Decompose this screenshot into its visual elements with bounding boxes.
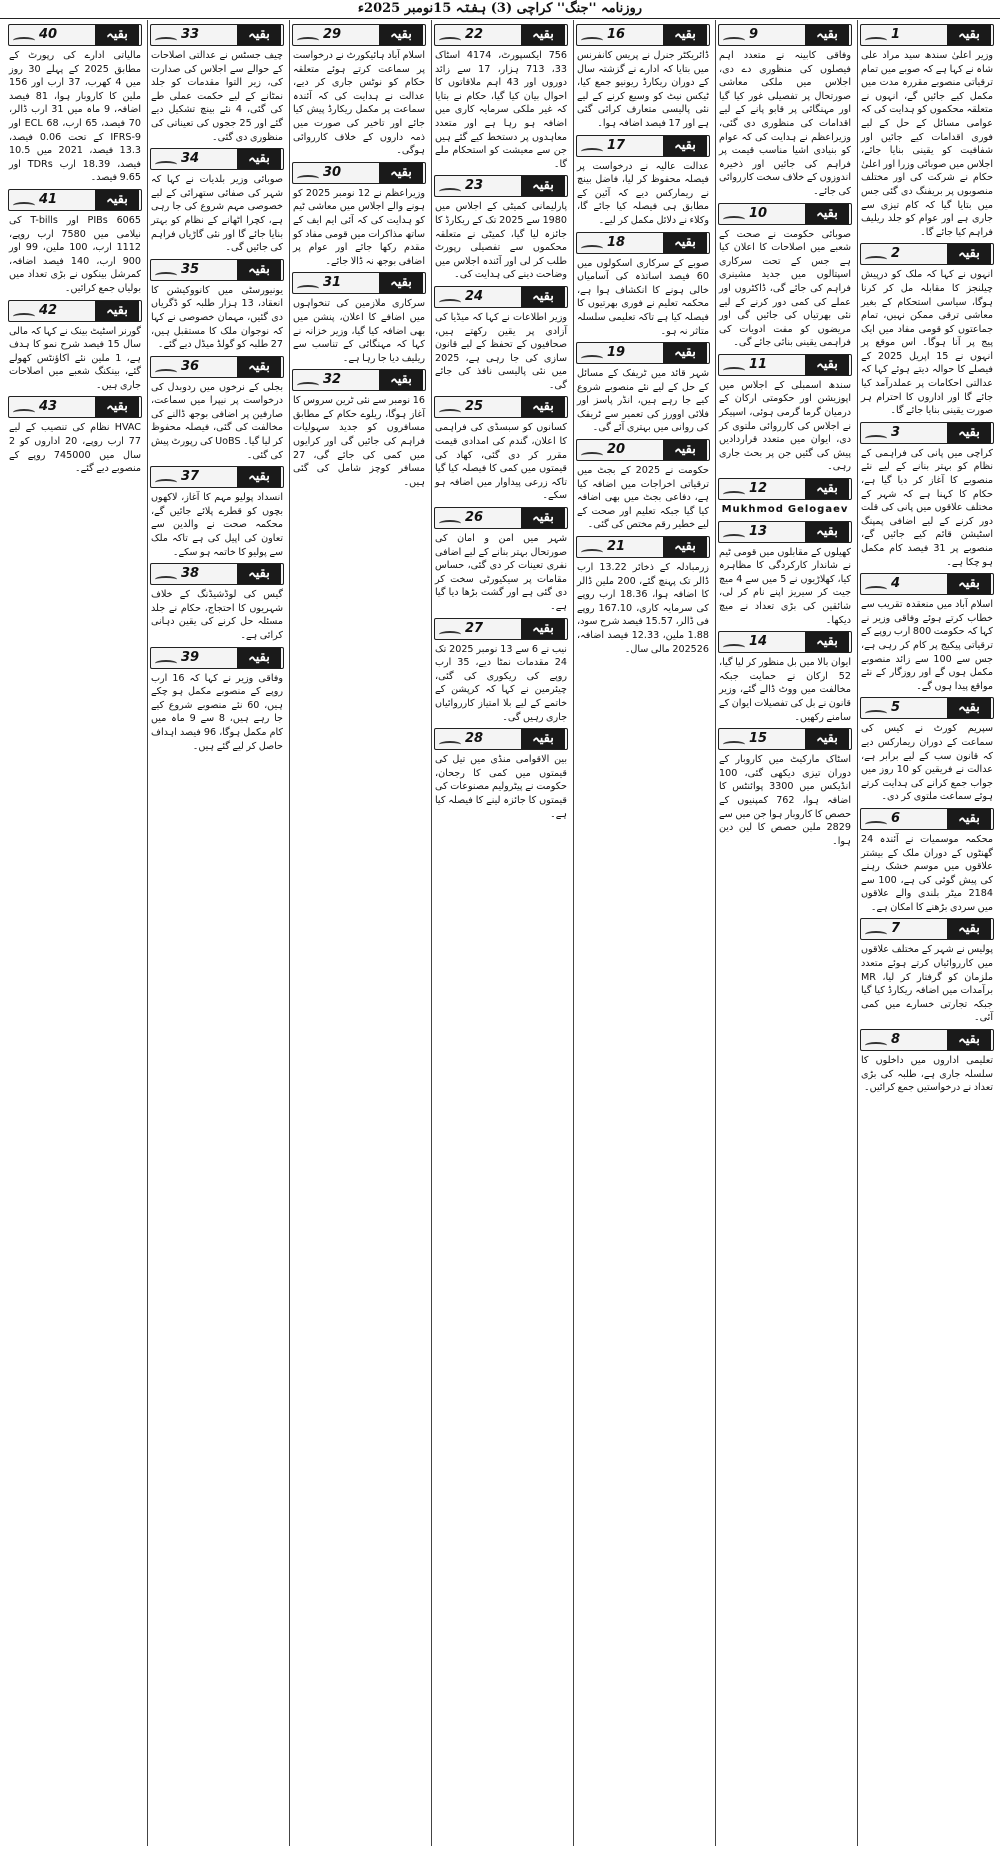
continuation-label: بقیہ — [237, 25, 281, 45]
news-story-text: 756 ایکسپورٹ، 4174 اسٹاک 33، 713 ہزار، 17 سے زائد دوروں اور 43 اہم ملاقاتوں کا احوال بیان کیا گیا، حکام نے بتایا کہ غیر ملکی سرمایہ کاری میں اضافہ ہو رہا ہے اور متعدد معاہدوں پر دستخط کیے گئے ہیں جن سے معیشت کو استحکام ملے گا۔ — [435, 50, 568, 170]
news-story-text: انہوں نے کہا کہ ملک کو درپیش چیلنجز کا مقابلہ مل کر کرنا ہوگا، سیاسی استحکام کے بغیر معاشی ترقی ممکن نہیں، تمام جماعتوں کو قومی مفاد میں ایک پیج پر آنا ہوگا۔ اس موقع پر انہوں نے 15 اپریل 2025 کے فیصلے کا حوالہ دیتے ہوئے کہا کہ عدالتی احکامات پر عملدرآمد کیا جائے گا اور اداروں کا احترام ہر صورت یقینی بنایا جائے گا۔ — [861, 269, 993, 417]
news-story-text: حکومت نے 2025 کے بجٹ میں ترقیاتی اخراجات میں اضافہ کیا ہے، دفاعی بجٹ میں بھی اضافہ کیا گیا جبکہ تعلیم اور صحت کے لیے خطیر رقم مختص کی گئی۔ — [577, 465, 709, 531]
ornament-scroll-icon — [297, 382, 319, 389]
continuation-header — [292, 272, 426, 294]
news-story-text: بین الاقوامی منڈی میں تیل کی قیمتوں میں کمی کا رجحان، حکومت نے پیٹرولیم مصنوعات کی قیمتوں کا جائزہ لینے کا فیصلہ کیا ہے۔ — [435, 754, 567, 820]
ornament-scroll-icon — [155, 272, 177, 279]
continuation-label: بقیہ — [947, 244, 991, 264]
continuation-number: 25 — [465, 399, 484, 415]
news-column — [431, 20, 570, 1846]
news-story-text: وزیر اعلیٰ سندھ سید مراد علی شاہ نے کہا ہے کہ صوبے میں تمام ترقیاتی منصوبے مقررہ مدت میں مکمل کیے جائیں گے، انہوں نے متعلقہ محکموں کو ہدایت کی کہ عوامی مسائل کے حل کے لیے فوری اقدامات کیے جائیں اور شفافیت کو یقینی بنایا جائے، اجلاس میں صوبائی وزرا اور اعلیٰ حکام نے شرکت کی اور مختلف منصوبوں پر بریفنگ دی گئی جس میں بتایا گیا کہ کام تیزی سے جاری ہے اور عوام کو جلد ریلیف فراہم کیا جائے گا۔ — [861, 50, 993, 238]
continuation-label: بقیہ — [521, 508, 565, 528]
continuation-header — [860, 24, 994, 46]
ornament-scroll-icon — [439, 299, 461, 306]
news-story-text: وفاقی وزیر نے کہا کہ 16 ارب روپے کے منصوبے مکمل ہو چکے ہیں، 60 نئے منصوبے شروع کیے جا رہے ہیں، 8 سے 9 ماہ میں کام مکمل ہوگا، 96 فیصد اہداف حاصل کر لیے گئے ہیں۔ — [151, 672, 283, 752]
continuation-header — [718, 521, 852, 543]
continuation-label: بقیہ — [379, 25, 423, 45]
continuation-header — [434, 286, 568, 308]
ornament-scroll-icon — [581, 245, 603, 252]
continuation-label: بقیہ — [521, 287, 565, 307]
continuation-header — [150, 259, 284, 281]
continuation-label: بقیہ — [805, 632, 849, 652]
latin-name-text: Mukhmod Gelogaev — [721, 504, 849, 516]
news-story-text: ڈائریکٹر جنرل نے پریس کانفرنس میں بتایا کہ ادارے نے گزشتہ سال کے دوران ریکارڈ ریونیو جمع کیا، ٹیکس نیٹ کو وسیع کرنے کے لیے نئی پالیسی متعارف کرائی گئی ہے اور 17 فیصد اضافہ ہوا۔ — [577, 50, 709, 129]
continuation-label: بقیہ — [237, 648, 281, 668]
continuation-header — [860, 573, 994, 595]
news-story-text: وفاقی کابینہ نے متعدد اہم فیصلوں کی منظوری دے دی، اجلاس میں ملکی معاشی صورتحال پر تفصیلی غور کیا گیا اور مہنگائی پر قابو پانے کے لیے اقدامات کی منظوری دی گئی، وزیراعظم نے ہدایت کی کہ عوام کو بنیادی اشیا مناسب قیمت پر فراہم کی جائیں اور ذخیرہ اندوزوں کے خلاف سخت کارروائی کی جائے۔ — [719, 50, 851, 197]
continuation-header — [292, 162, 426, 184]
continuation-label: بقیہ — [379, 273, 423, 293]
continuation-label: بقیہ — [663, 233, 707, 253]
news-column — [147, 20, 286, 1846]
ornament-scroll-icon — [723, 37, 745, 44]
continuation-number: 2 — [891, 246, 901, 262]
newspaper-page — [4, 20, 996, 1846]
continuation-label: بقیہ — [947, 25, 991, 45]
news-story-text: شہر میں امن و امان کی صورتحال بہتر بنانے کے لیے اضافی نفری تعینات کر دی گئی، حساس مقامات پر سیکیورٹی سخت کر دی گئی ہے اور گشت بڑھا دیا گیا ہے۔ — [435, 533, 567, 612]
news-story-text: کراچی میں پانی کی فراہمی کے نظام کو بہتر بنانے کے لیے نئے منصوبے کا آغاز کر دیا گیا ہے، حکام کا کہنا ہے کہ شہر کے مختلف علاقوں میں پانی کی قلت دور کرنے کے لیے اضافی پمپنگ اسٹیشن قائم کیے جائیں گے، منصوبے پر 31 فیصد کام مکمل ہو چکا ہے۔ — [861, 447, 993, 568]
continuation-label: بقیہ — [521, 729, 565, 749]
continuation-label: بقیہ — [805, 729, 849, 749]
continuation-header — [860, 422, 994, 444]
continuation-header — [860, 697, 994, 719]
ornament-scroll-icon — [723, 534, 745, 541]
continuation-number: 17 — [607, 137, 626, 153]
continuation-header — [576, 232, 710, 254]
continuation-label: بقیہ — [95, 397, 139, 417]
ornament-scroll-icon — [13, 313, 35, 320]
news-story-text: وزیراعظم نے 12 نومبر 2025 کو ہونے والے اجلاس میں معاشی ٹیم کو ہدایت کی کہ آئی ایم ایف کے ساتھ مذاکرات میں قومی مفاد کو مقدم رکھا جائے اور عوام پر اضافی بوجھ نہ ڈالا جائے۔ — [293, 187, 426, 267]
news-story-text: انسداد پولیو مہم کا آغاز، لاکھوں بچوں کو قطرے پلائے جائیں گے، محکمہ صحت نے والدین سے تعاون کی اپیل کی ہے تاکہ ملک سے پولیو کا خاتمہ ہو سکے۔ — [151, 492, 283, 558]
news-story-text: زرمبادلہ کے ذخائر 13.22 ارب ڈالر تک پہنچ گئے، 200 ملین ڈالر کا اضافہ ہوا، 18.36 ارب روپے کی سرمایہ کاری، 167.10 روپے فی ڈالر، 15.57 فیصد شرح سود، 1.88 ملین، 12.33 فیصد اضافہ، 202526 مالی سال۔ — [577, 562, 710, 655]
news-column — [573, 20, 712, 1846]
continuation-label: بقیہ — [663, 440, 707, 460]
continuation-number: 30 — [323, 164, 342, 180]
continuation-number: 4 — [891, 576, 901, 592]
continuation-label: بقیہ — [521, 25, 565, 45]
continuation-label: بقیہ — [947, 809, 991, 829]
ornament-scroll-icon — [865, 256, 887, 263]
continuation-header — [434, 728, 568, 750]
ornament-scroll-icon — [865, 586, 887, 593]
continuation-header — [150, 148, 284, 170]
continuation-number: 24 — [465, 288, 484, 304]
ornament-scroll-icon — [439, 37, 461, 44]
continuation-header — [718, 354, 852, 376]
continuation-number: 3 — [891, 424, 901, 440]
continuation-number: 14 — [749, 634, 768, 650]
continuation-number: 11 — [749, 356, 768, 372]
continuation-header — [860, 1029, 994, 1051]
continuation-number: 6 — [891, 810, 901, 826]
ornament-scroll-icon — [155, 576, 177, 583]
ornament-scroll-icon — [297, 175, 319, 182]
continuation-header — [576, 135, 710, 157]
news-column — [715, 20, 854, 1846]
news-story-text: صوبائی حکومت نے صحت کے شعبے میں اصلاحات کا اعلان کیا ہے جس کے تحت سرکاری اسپتالوں میں جدید مشینری فراہم کی جائے گی، ڈاکٹروں اور عملے کی کمی دور کرنے کے لیے نئی بھرتیاں کی جائیں گی اور مریضوں کو مفت ادویات کی فراہمی یقینی بنائی جائے گی۔ — [719, 228, 851, 349]
continuation-label: بقیہ — [947, 423, 991, 443]
ornament-scroll-icon — [13, 409, 35, 416]
continuation-header — [150, 356, 284, 378]
continuation-number: 8 — [891, 1032, 901, 1048]
ornament-scroll-icon — [581, 452, 603, 459]
continuation-number: 29 — [323, 27, 342, 42]
continuation-header — [434, 507, 568, 529]
news-story-text: 16 نومبر سے نئی ٹرین سروس کا آغاز ہوگا، ریلوے حکام کے مطابق مسافروں کو جدید سہولیات فراہم کی جائیں گی اور کرایوں میں کمی کی جائے گی، 27 مسافر کوچز شامل کی گئی ہیں۔ — [293, 395, 425, 488]
continuation-label: بقیہ — [237, 149, 281, 169]
news-story-text: بجلی کے نرخوں میں ردوبدل کی درخواست پر نیپرا میں سماعت، صارفین پر اضافی بوجھ ڈالنے کی مخالفت کی گئی، فیصلہ محفوظ کر لیا گیا۔ UoBS کی رپورٹ پیش کی گئی۔ — [151, 381, 283, 461]
continuation-label: بقیہ — [95, 190, 139, 210]
news-story-text: پولیس نے شہر کے مختلف علاقوں میں کارروائیاں کرتے ہوئے متعدد ملزمان کو گرفتار کر لیا، MR برآمدات میں اضافہ ریکارڈ کیا گیا جبکہ تجارتی خسارے میں کمی آئی۔ — [861, 944, 993, 1024]
news-story-text: اسٹاک مارکیٹ میں کاروبار کے دوران تیزی دیکھی گئی، 100 انڈیکس میں 3300 پوائنٹس کا اضافہ ہوا، 762 کمپنیوں کے حصص کا کاروبار ہوا جن میں سے 2829 ملین حصص کا لین دین ہوا۔ — [719, 754, 851, 847]
news-story-text: چیف جسٹس نے عدالتی اصلاحات کے حوالے سے اجلاس کی صدارت کی، زیر التوا مقدمات کو جلد نمٹانے کے لیے حکمت عملی طے کی گئی، 4 نئے بینچ تشکیل دیے گئے اور 25 ججوں کی تعیناتی کی منظوری دی گئی۔ — [151, 50, 283, 143]
continuation-header — [434, 175, 568, 197]
ornament-scroll-icon — [865, 821, 887, 828]
continuation-label: بقیہ — [663, 343, 707, 363]
continuation-number: 34 — [181, 151, 200, 167]
news-story-text: محکمہ موسمیات نے آئندہ 24 گھنٹوں کے دوران ملک کے بیشتر علاقوں میں موسم خشک رہنے کی پیش گوئی کی ہے، 100 سے 2184 میٹر بلندی والے علاقوں میں سردی بڑھنے کا امکان ہے۔ — [861, 833, 993, 913]
continuation-header — [150, 466, 284, 488]
ornament-scroll-icon — [723, 216, 745, 223]
news-story-text: شہر قائد میں ٹریفک کے مسائل کے حل کے لیے نئے منصوبے شروع کیے جا رہے ہیں، انڈر پاسز اور فلائی اوورز کی تعمیر سے ٹریفک کی روانی میں بہتری آئے گی۔ — [577, 368, 709, 434]
continuation-header — [8, 24, 142, 46]
ornament-scroll-icon — [155, 479, 177, 486]
continuation-number: 21 — [607, 539, 626, 555]
news-story-text: کھیلوں کے مقابلوں میں قومی ٹیم نے شاندار کارکردگی کا مظاہرہ کیا، کھلاڑیوں نے 5 میں سے 4 میچ جیت کر سیریز اپنے نام کر لی، شائقین کی بڑی تعداد نے میچ دیکھا۔ — [719, 546, 851, 626]
continuation-header — [718, 631, 852, 653]
continuation-number: 5 — [891, 700, 901, 716]
ornament-scroll-icon — [13, 202, 35, 209]
continuation-number: 16 — [607, 27, 626, 42]
ornament-scroll-icon — [865, 710, 887, 717]
continuation-number: 32 — [323, 372, 342, 388]
continuation-number: 1 — [891, 27, 901, 42]
ornament-scroll-icon — [439, 520, 461, 527]
news-story-text: صوبے کے سرکاری اسکولوں میں 60 فیصد اساتذہ کی آسامیاں خالی ہونے کا انکشاف ہوا ہے، محکمہ تعلیم نے فوری بھرتیوں کا فیصلہ کیا ہے تاکہ تعلیمی سلسلہ متاثر نہ ہو۔ — [577, 257, 709, 337]
continuation-header — [576, 24, 710, 46]
continuation-label: بقیہ — [521, 397, 565, 417]
continuation-number: 10 — [749, 205, 768, 221]
continuation-number: 42 — [39, 302, 58, 318]
continuation-number: 13 — [749, 523, 768, 539]
continuation-header — [576, 536, 710, 558]
continuation-number: 41 — [39, 191, 58, 207]
news-story-text: صوبائی وزیر بلدیات نے کہا کہ شہر کی صفائی ستھرائی کے لیے خصوصی مہم شروع کی جا رہی ہے، کچرا اٹھانے کے نظام کو بہتر بنایا جائے گا اور نئی گاڑیاں فراہم کی جائیں گی۔ — [151, 174, 283, 254]
ornament-scroll-icon — [581, 549, 603, 556]
news-story-text — [716, 503, 854, 517]
continuation-header — [8, 300, 142, 322]
continuation-header — [150, 24, 284, 46]
ornament-scroll-icon — [439, 188, 461, 195]
ornament-scroll-icon — [723, 367, 745, 374]
continuation-header — [718, 478, 852, 500]
ornament-scroll-icon — [155, 369, 177, 376]
ornament-scroll-icon — [865, 931, 887, 938]
continuation-header — [860, 808, 994, 830]
news-story-text: ایوان بالا میں بل منظور کر لیا گیا، 52 ارکان نے حمایت جبکہ مخالفت میں ووٹ ڈالے گئے، وزیر قانون نے بل کی تفصیلات ایوان کے سامنے رکھیں۔ — [719, 657, 851, 723]
continuation-header — [718, 24, 852, 46]
continuation-header — [434, 396, 568, 418]
ornament-scroll-icon — [155, 161, 177, 168]
ornament-scroll-icon — [155, 37, 177, 44]
ornament-scroll-icon — [297, 285, 319, 292]
ornament-scroll-icon — [723, 741, 745, 748]
news-story-text: یونیورسٹی میں کانووکیشن کا انعقاد، 13 ہزار طلبہ کو ڈگریاں دی گئیں، مہمان خصوصی نے کہا کہ نوجوان ملک کا مستقبل ہیں، 27 طلبہ کو گولڈ میڈل دیے گئے۔ — [151, 284, 283, 351]
continuation-header — [718, 203, 852, 225]
continuation-number: 40 — [39, 27, 58, 42]
continuation-number: 20 — [607, 442, 626, 458]
continuation-header — [434, 24, 568, 46]
continuation-header — [434, 618, 568, 640]
continuation-number: 28 — [465, 731, 484, 747]
ornament-scroll-icon — [155, 660, 177, 667]
ornament-scroll-icon — [723, 491, 745, 498]
continuation-number: 26 — [465, 510, 484, 526]
continuation-number: 36 — [181, 358, 200, 374]
news-story-text: نیب نے 6 سے 13 نومبر 2025 تک 24 مقدمات نمٹا دیے، 35 ارب روپے کی ریکوری کی گئی، چیئرمین نے کہا کہ کرپشن کے خاتمے کے لیے بلا امتیاز کارروائیاں جاری رہیں گی۔ — [435, 643, 567, 723]
continuation-label: بقیہ — [521, 176, 565, 196]
news-story-text: مالیاتی ادارے کی رپورٹ کے مطابق 2025 کے پہلے 30 روز میں 4 کھرب، 37 ارب اور 156 ملین کا کاروبار ہوا، 81 فیصد اضافہ، 9 ماہ میں 31 ارب ڈالر، 70 فیصد، 65 ارب، 68 ECL اور IFRS-9 کے تحت 0.06 فیصد، 13.3 فیصد، 2021 میں 10.5 فیصد، 18.39 ارب TDRs اور 9.65 فیصد۔ — [9, 50, 142, 184]
continuation-header — [8, 396, 142, 418]
continuation-header — [860, 243, 994, 265]
continuation-header — [150, 647, 284, 669]
ornament-scroll-icon — [13, 37, 35, 44]
continuation-label: بقیہ — [947, 574, 991, 594]
ornament-scroll-icon — [865, 435, 887, 442]
continuation-number: 39 — [181, 649, 200, 665]
continuation-label: بقیہ — [805, 522, 849, 542]
news-story-text: عدالت عالیہ نے درخواست پر فیصلہ محفوظ کر لیا، فاضل بینچ نے ریمارکس دیے کہ آئین کے مطابق ہی فیصلہ کیا جائے گا، وکلاء نے دلائل مکمل کر لیے۔ — [577, 160, 709, 226]
continuation-header — [8, 189, 142, 211]
continuation-number: 27 — [465, 620, 484, 636]
ornament-scroll-icon — [439, 631, 461, 638]
continuation-header — [860, 918, 994, 940]
continuation-number: 18 — [607, 234, 626, 250]
news-story-text: HVAC نظام کی تنصیب کے لیے 77 ارب روپے، 20 اداروں کو 2 سال میں 745000 روپے کے منصوبے دیے گئے۔ — [9, 422, 141, 475]
continuation-number: 9 — [749, 27, 759, 42]
ornament-scroll-icon — [865, 37, 887, 44]
continuation-label: بقیہ — [947, 698, 991, 718]
continuation-label: بقیہ — [379, 163, 423, 183]
continuation-number: 7 — [891, 921, 901, 937]
news-story-text: کسانوں کو سبسڈی کی فراہمی کا اعلان، گندم کی امدادی قیمت مقرر کر دی گئی، کھاد کی قیمتوں میں کمی کا فیصلہ کیا گیا تاکہ زرعی پیداوار میں اضافہ ہو سکے۔ — [435, 422, 567, 502]
news-story-text: تعلیمی اداروں میں داخلوں کا سلسلہ جاری ہے، طلبہ کی بڑی تعداد نے درخواستیں جمع کرائیں۔ — [861, 1055, 993, 1094]
news-column — [857, 20, 996, 1846]
news-column — [6, 20, 144, 1846]
continuation-label: بقیہ — [95, 25, 139, 45]
ornament-scroll-icon — [581, 355, 603, 362]
newspaper-masthead: روزنامہ ''جنگ'' کراچی (3) ہفتہ 15نومبر 2025ء — [0, 0, 1000, 19]
continuation-number: 22 — [465, 27, 484, 42]
continuation-header — [576, 439, 710, 461]
continuation-number: 43 — [39, 399, 58, 415]
continuation-label: بقیہ — [805, 204, 849, 224]
ornament-scroll-icon — [865, 1042, 887, 1049]
continuation-number: 38 — [181, 566, 200, 582]
continuation-label: بقیہ — [663, 25, 707, 45]
continuation-label: بقیہ — [663, 537, 707, 557]
continuation-label: بقیہ — [379, 370, 423, 390]
continuation-label: بقیہ — [947, 1030, 991, 1050]
news-story-text: اسلام آباد ہائیکورٹ نے درخواست پر سماعت کرتے ہوئے متعلقہ حکام کو نوٹس جاری کر دیے، عدالت نے ہدایت کی کہ آئندہ سماعت پر مکمل ریکارڈ پیش کیا جائے اور تاخیر کی صورت میں ذمہ داروں کے خلاف کارروائی ہوگی۔ — [293, 50, 425, 157]
continuation-number: 23 — [465, 178, 484, 194]
continuation-label: بقیہ — [805, 355, 849, 375]
continuation-label: بقیہ — [95, 301, 139, 321]
news-story-text: وزیر اطلاعات نے کہا کہ میڈیا کی آزادی پر یقین رکھتے ہیں، صحافیوں کے تحفظ کے لیے قانون سازی کی جا رہی ہے، 2025 میں نئی پالیسی نافذ کی جائے گی۔ — [435, 311, 567, 391]
ornament-scroll-icon — [439, 741, 461, 748]
news-story-text: سپریم کورٹ نے کیس کی سماعت کے دوران ریمارکس دیے کہ قانون سب کے لیے برابر ہے، عدالت نے فریقین کو 10 روز میں جواب جمع کرانے کی ہدایت کرتے ہوئے سماعت ملتوی کر دی۔ — [861, 723, 993, 803]
continuation-number: 37 — [181, 469, 200, 485]
ornament-scroll-icon — [297, 37, 319, 44]
continuation-label: بقیہ — [805, 479, 849, 499]
continuation-label: بقیہ — [805, 25, 849, 45]
ornament-scroll-icon — [581, 148, 603, 155]
continuation-header — [576, 342, 710, 364]
continuation-label: بقیہ — [237, 357, 281, 377]
news-story-text: سندھ اسمبلی کے اجلاس میں اپوزیشن اور حکومتی ارکان کے درمیان گرما گرمی ہوئی، اسپیکر نے اجلاس کی کارروائی ملتوی کر دی، ایوان میں متعدد قراردادیں پیش کی گئیں جن پر بحث جاری رہی۔ — [719, 379, 851, 473]
news-story-text: سرکاری ملازمین کی تنخواہوں میں اضافے کا اعلان، پنشن میں بھی اضافہ کیا گیا، وزیر خزانہ نے کہا کہ مہنگائی کے تناسب سے ریلیف دیا جا رہا ہے۔ — [293, 298, 425, 364]
ornament-scroll-icon — [581, 37, 603, 44]
continuation-header — [718, 728, 852, 750]
continuation-label: بقیہ — [237, 260, 281, 280]
continuation-label: بقیہ — [237, 467, 281, 487]
continuation-number: 19 — [607, 345, 626, 361]
news-story-text: گیس کی لوڈشیڈنگ کے خلاف شہریوں کا احتجاج، حکام نے جلد مسئلہ حل کرنے کی یقین دہانی کرائی ہے۔ — [151, 589, 283, 641]
continuation-number: 12 — [749, 481, 768, 497]
continuation-number: 35 — [181, 261, 200, 277]
continuation-label: بقیہ — [237, 564, 281, 584]
continuation-label: بقیہ — [663, 136, 707, 156]
continuation-label: بقیہ — [521, 619, 565, 639]
news-story-text: اسلام آباد میں منعقدہ تقریب سے خطاب کرتے ہوئے وفاقی وزیر نے کہا کہ حکومت 800 ارب روپے کے ترقیاتی پیکیج پر کام کر رہی ہے، جس سے 100 سے زائد منصوبے مکمل ہوں گے اور روزگار کے نئے مواقع پیدا ہوں گے۔ — [861, 599, 993, 692]
continuation-number: 33 — [181, 27, 200, 42]
continuation-header — [150, 563, 284, 585]
continuation-number: 31 — [323, 275, 342, 291]
news-column — [289, 20, 428, 1846]
news-story-text: پارلیمانی کمیٹی کے اجلاس میں 1980 سے 2025 تک کے ریکارڈ کا جائزہ لیا گیا، کمیٹی نے متعلقہ محکموں سے تفصیلی رپورٹ طلب کر لی اور آئندہ اجلاس میں وضاحت دینے کی ہدایت کی۔ — [435, 201, 567, 281]
continuation-number: 15 — [749, 731, 768, 747]
continuation-label: بقیہ — [947, 919, 991, 939]
news-story-text: 6065 PIBs اور T-bills کی نیلامی میں 7580 ارب روپے، 1112 ارب، 100 ملین، 99 اور 900 ارب، 140 فیصد اضافہ، کمرشل بینکوں نے بڑی تعداد میں بولیاں جمع کرائیں۔ — [9, 214, 141, 294]
continuation-header — [292, 24, 426, 46]
ornament-scroll-icon — [439, 409, 461, 416]
news-story-text: گورنر اسٹیٹ بینک نے کہا کہ مالی سال 15 فیصد شرح نمو کا ہدف ہے، 1 ملین نئے اکاؤنٹس کھولے گئے، بینکنگ شعبے میں اصلاحات جاری ہیں۔ — [9, 325, 142, 391]
ornament-scroll-icon — [723, 644, 745, 651]
continuation-header — [292, 369, 426, 391]
